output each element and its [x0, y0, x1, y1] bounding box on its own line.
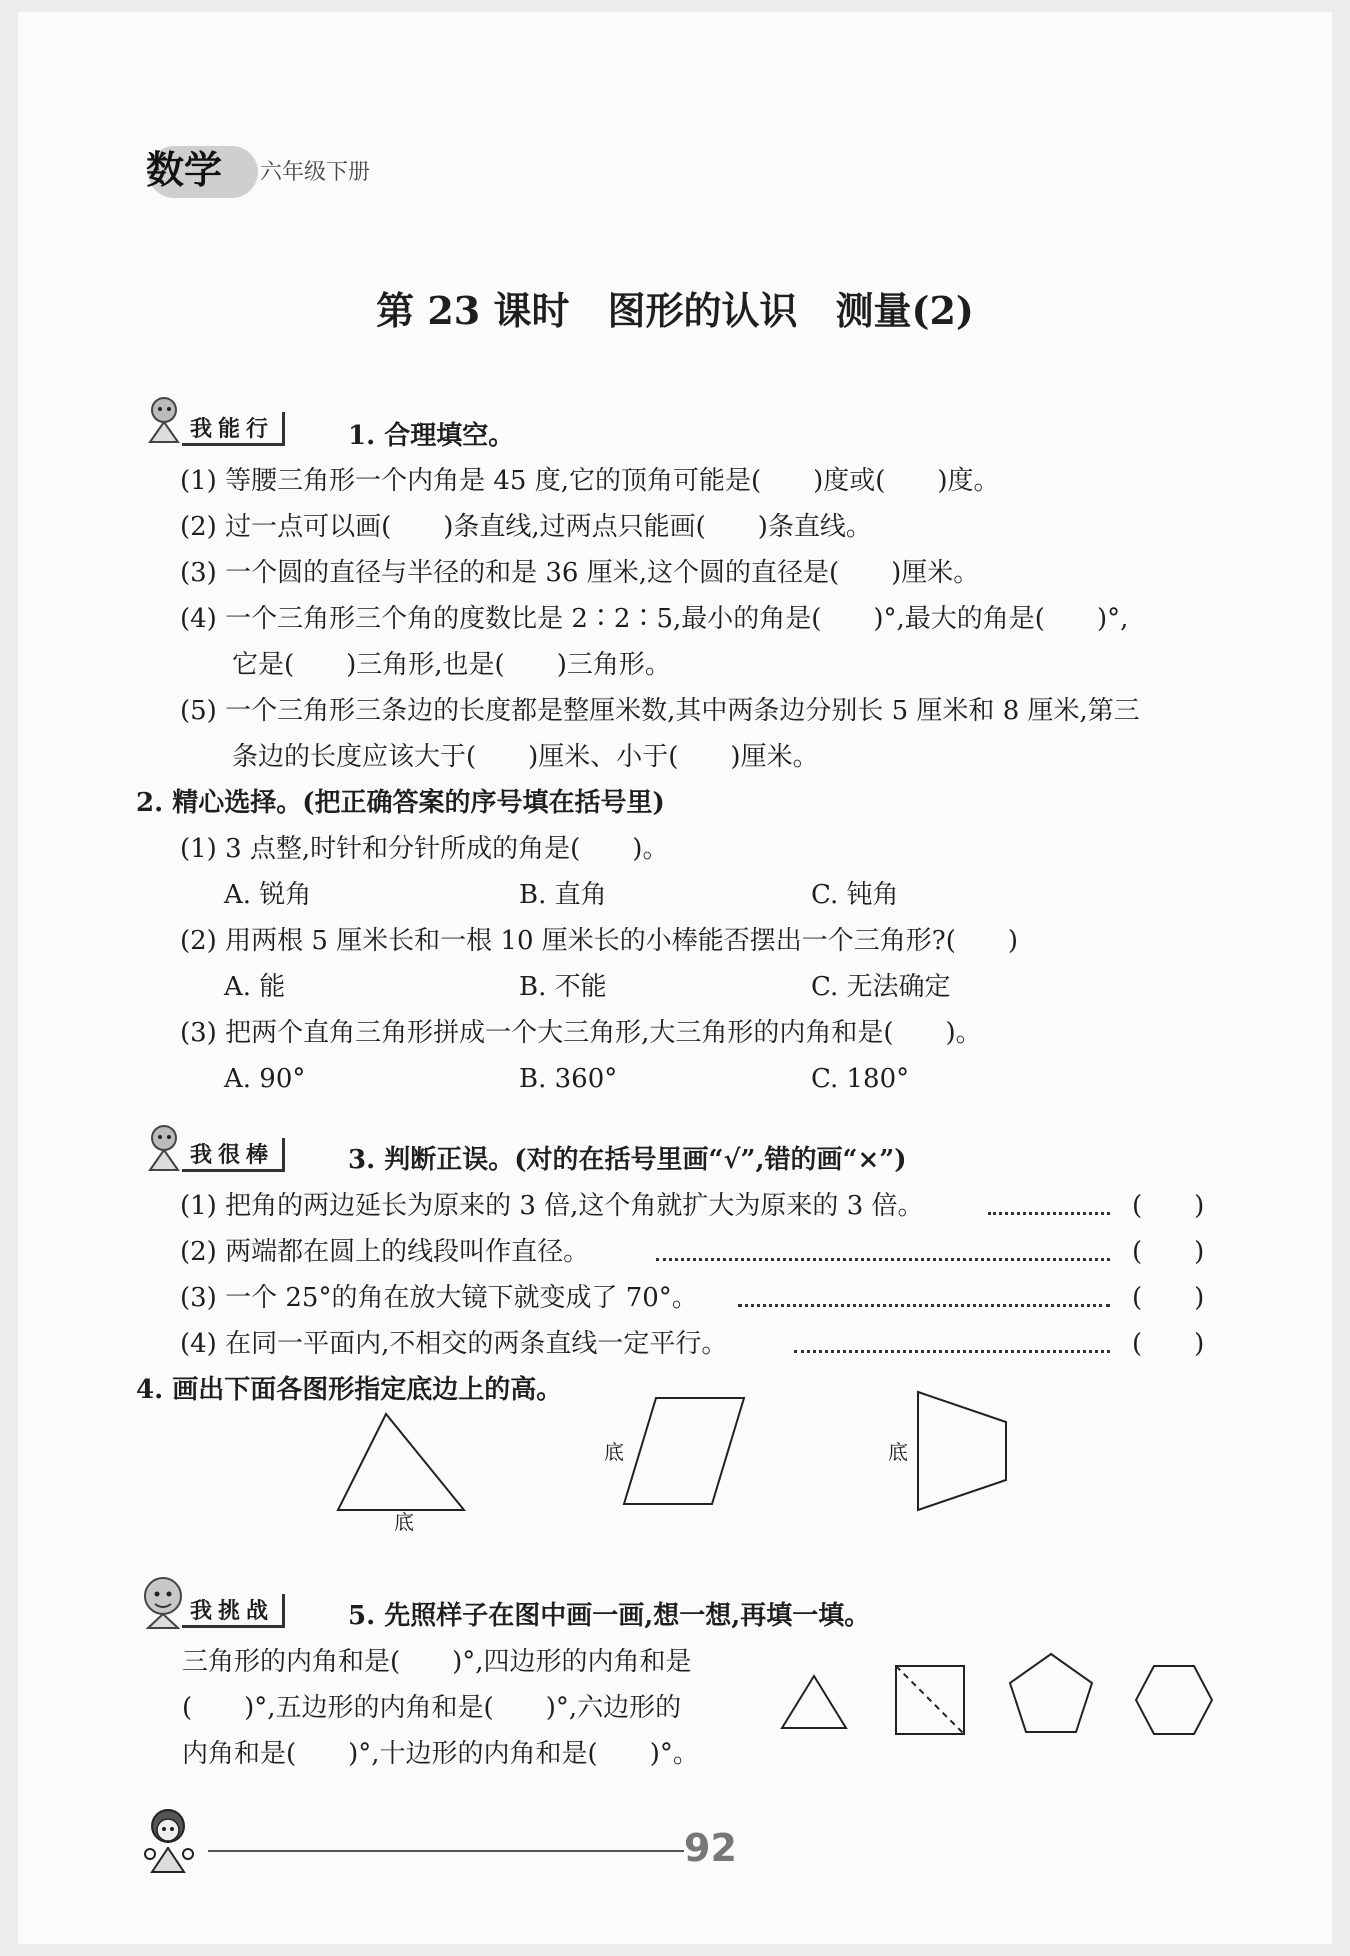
sample-square-with-diagonal [894, 1664, 966, 1736]
mascot-icon [142, 394, 186, 444]
q5-text-line: 三角形的内角和是( )°,四边形的内角和是 [182, 1647, 692, 1677]
badge-wo-tiao-zhan [182, 1594, 285, 1628]
q1-item-continued: 条边的长度应该大于( )厘米、小于( )厘米。 [232, 742, 819, 772]
footer-mascot-icon [136, 1804, 200, 1876]
q1-item: (1) 等腰三角形一个内角是 45 度,它的顶角可能是( )度或( )度。 [180, 466, 1000, 496]
badge-label: 我很棒 [182, 1138, 285, 1172]
hexagon-figure [1134, 1664, 1214, 1736]
triangle-figure [336, 1412, 466, 1512]
parallelogram-figure [622, 1396, 746, 1506]
pentagon-figure [1008, 1652, 1094, 1734]
q1-item: (2) 过一点可以画( )条直线,过两点只能画( )条直线。 [180, 512, 872, 542]
workbook-page [18, 12, 1332, 1944]
q3-statement: (3) 一个 25°的角在放大镜下就变成了 70°。 [180, 1283, 698, 1313]
header-grade: 六年级下册 [260, 160, 371, 185]
badge-wo-neng-xing [182, 412, 285, 446]
lesson-title: 第 23 课时 图形的认识 测量(2) [376, 288, 974, 333]
answer-paren: ( ) [1132, 1191, 1205, 1221]
q4-title: 4. 画出下面各图形指定底边上的高。 [136, 1375, 563, 1405]
q3-statement: (2) 两端都在圆上的线段叫作直径。 [180, 1237, 590, 1267]
q3-statement: (1) 把角的两边延长为原来的 3 倍,这个角就扩大为原来的 3 倍。 [180, 1191, 924, 1221]
dotted-leader [794, 1350, 1110, 1353]
q5-text-line: ( )°,五边形的内角和是( )°,六边形的 [182, 1693, 682, 1723]
badge-label: 我能行 [182, 412, 285, 446]
dotted-leader [656, 1258, 1110, 1261]
page-number: 92 [684, 1826, 737, 1870]
q2-option: A. 90° [224, 1064, 306, 1094]
q2-option: C. 钝角 [811, 880, 899, 910]
answer-paren: ( ) [1132, 1237, 1205, 1267]
q1-item: (3) 一个圆的直径与半径的和是 36 厘米,这个圆的直径是( )厘米。 [180, 558, 980, 588]
sample-triangle [780, 1674, 848, 1730]
base-label: 底 [604, 1440, 624, 1464]
q1-item-continued: 它是( )三角形,也是( )三角形。 [232, 650, 671, 680]
answer-paren: ( ) [1132, 1283, 1205, 1313]
badge-wo-hen-bang [182, 1138, 285, 1172]
base-label: 底 [888, 1440, 908, 1464]
badge-label: 我挑战 [182, 1594, 285, 1628]
q2-option: B. 360° [519, 1064, 618, 1094]
q3-statement: (4) 在同一平面内,不相交的两条直线一定平行。 [180, 1329, 728, 1359]
q2-question: (2) 用两根 5 厘米长和一根 10 厘米长的小棒能否摆出一个三角形?( ) [180, 926, 1019, 956]
q5-title: 5. 先照样子在图中画一画,想一想,再填一填。 [348, 1601, 871, 1631]
base-label: 底 [394, 1510, 414, 1534]
q2-option: C. 180° [811, 1064, 910, 1094]
dotted-leader [738, 1304, 1110, 1307]
q2-question: (3) 把两个直角三角形拼成一个大三角形,大三角形的内角和是( )。 [180, 1018, 982, 1048]
q2-option: A. 锐角 [224, 880, 312, 910]
mascot-icon [142, 1122, 186, 1172]
q2-title: 2. 精心选择。(把正确答案的序号填在括号里) [136, 788, 665, 818]
q5-text-line: 内角和是( )°,十边形的内角和是( )°。 [182, 1739, 699, 1769]
mascot-icon [138, 1574, 188, 1630]
q2-option: A. 能 [224, 972, 286, 1002]
q1-item: (5) 一个三角形三条边的长度都是整厘米数,其中两条边分别长 5 厘米和 8 厘米,第三 [180, 696, 1140, 726]
header-subject: 数学 [146, 148, 223, 192]
q1-item: (4) 一个三角形三个角的度数比是 2∶2∶5,最小的角是( )°,最大的角是( )°, [180, 604, 1129, 634]
dotted-leader [988, 1212, 1110, 1215]
trapezoid-figure [916, 1390, 1008, 1512]
q2-option: B. 不能 [519, 972, 607, 1002]
answer-paren: ( ) [1132, 1329, 1205, 1359]
q1-title: 1. 合理填空。 [348, 421, 515, 451]
q2-option: B. 直角 [519, 880, 607, 910]
q3-title: 3. 判断正误。(对的在括号里画“√”,错的画“×”) [348, 1145, 907, 1175]
q2-option: C. 无法确定 [811, 972, 951, 1002]
q2-question: (1) 3 点整,时针和分针所成的角是( )。 [180, 834, 669, 864]
footer-rule [208, 1850, 684, 1852]
